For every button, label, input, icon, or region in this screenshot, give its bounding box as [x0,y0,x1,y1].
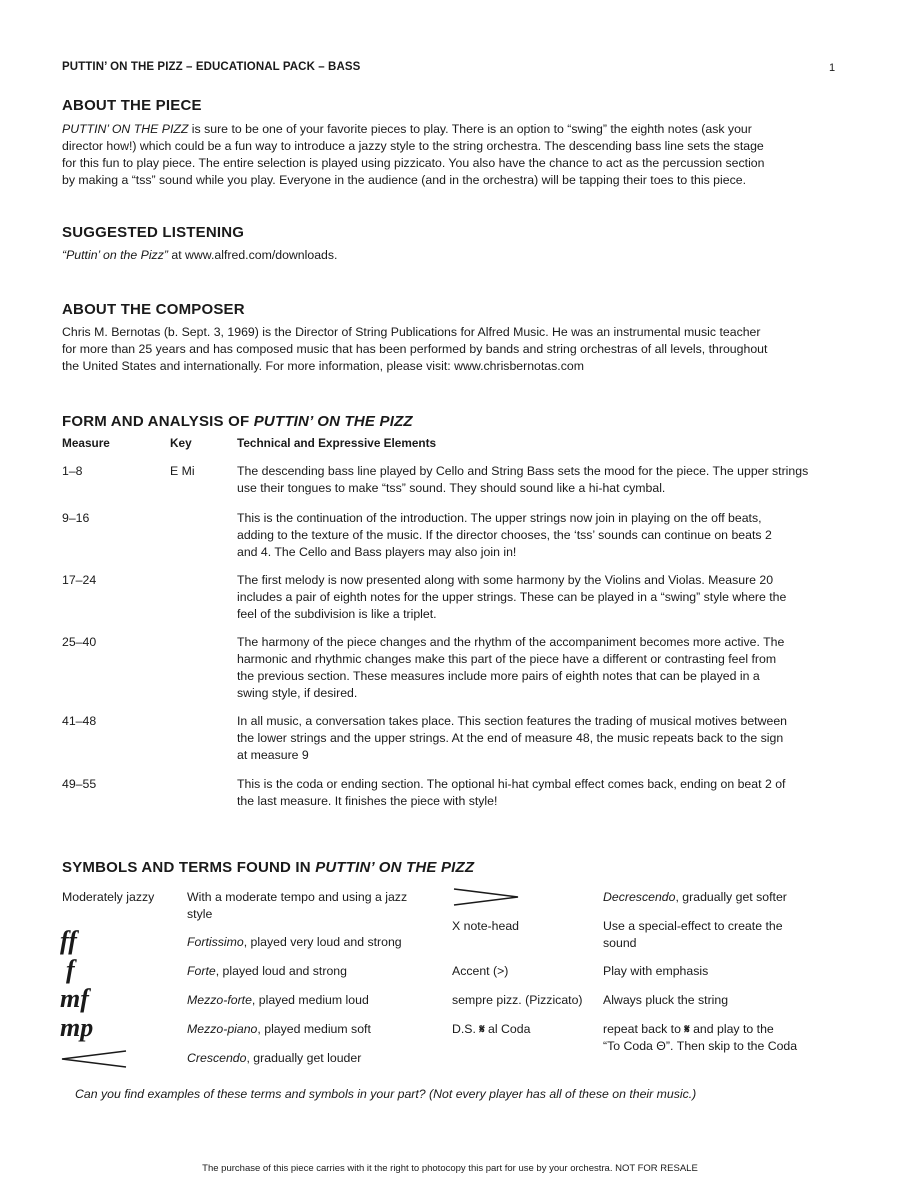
def-moderately-jazzy [187,889,437,923]
ds-def-line2: “To Coda Θ”. Then skip to the Coda [603,1039,798,1053]
mezzo-piano-symbol: mp [60,1013,94,1042]
about-piece-line2: director how!) which could be a fun way to introduce a jazzy style to the string orchestra. The descending bass line sets the stage [62,139,764,153]
elements-cell [237,510,847,561]
def-accent: Play with emphasis [603,964,709,978]
elements-line: In all music, a conversation takes place. This section features the trading of musical motives between [237,714,787,728]
elements-line: feel of the subdivision is like a triplet. [237,607,437,621]
def-text: , played medium soft [257,1022,371,1036]
def-line: Use a special-effect to create the [603,919,783,933]
term-x-note-head: X note-head [452,919,520,933]
closing-question: Can you find examples of these terms and symbols in your part? (Not every player has all of these on their music.) [75,1087,697,1101]
term-sempre-pizz: sempre pizz. (Pizzicato) [452,993,583,1007]
col-key: Key [170,436,192,450]
elements-line: The first melody is now presented along with some harmony by the Violins and Violas. Measure 20 [237,573,774,587]
measure-cell: 17–24 [62,573,97,587]
listening-url-text: at www.alfred.com/downloads. [167,248,338,262]
measure-cell: 1–8 [62,464,83,478]
def-crescendo [187,1050,361,1067]
def-line: With a moderate tempo and using a jazz [187,890,408,904]
def-forte [187,963,347,980]
elements-cell [237,713,847,764]
col-measure: Measure [62,436,110,450]
def-ds-al-coda [603,1021,843,1055]
listening-title: “Puttin’ on the Pizz” [62,248,168,262]
composer-heading: ABOUT THE COMPOSER [62,301,245,318]
def-mezzo-forte [187,992,369,1009]
segno-icon: 𝄋 [684,1022,690,1036]
measure-cell: 9–16 [62,511,90,525]
composer-line2: for more than 25 years and has composed music that has been performed by bands and string orchestras of all levels, throughout [62,342,768,356]
elements-line: and 4. The Cello and Bass players may also join in! [237,545,517,559]
ds-def-text2: and play to the [689,1022,774,1036]
elements-line: swing style, if desired. [237,686,358,700]
composer-line3: the United States and internationally. For more information, please visit: www.chrisbernotas.com [62,359,584,373]
crescendo-hairpin-icon [60,1049,128,1069]
def-text: , played very loud and strong [243,935,402,949]
elements-line: This is the coda or ending section. The optional hi-hat cymbal effect comes back, ending on beat 2 of [237,777,786,791]
def-mezzo-piano [187,1021,371,1038]
measure-cell: 41–48 [62,714,97,728]
symbols-heading [62,859,474,876]
elements-cell [237,776,847,810]
def-decrescendo [603,889,787,906]
measure-cell: 49–55 [62,777,97,791]
ds-text: D.S. [452,1022,480,1036]
def-text: , gradually get louder [246,1051,362,1065]
elements-line: at measure 9 [237,748,309,762]
def-term: Mezzo-piano [187,1022,258,1036]
def-line2: sound [603,936,637,950]
symbols-heading-title: PUTTIN’ ON THE PIZZ [315,859,475,876]
listening-heading: SUGGESTED LISTENING [62,224,245,241]
composer-line1: Chris M. Bernotas (b. Sept. 3, 1969) is the Director of String Publications for Alfred Music. He was an instrumental music teacher [62,325,761,339]
elements-cell [237,634,847,702]
def-text: , gradually get softer [675,890,787,904]
fortissimo-symbol: ff [60,926,77,955]
elements-cell [237,572,847,623]
ds-def-text: repeat back to [603,1022,685,1036]
form-heading [62,413,413,430]
def-term: Forte [187,964,216,978]
about-piece-line1: is sure to be one of your favorite pieces to play. There is an option to “swing” the eighth notes (ask your [188,122,752,136]
about-piece-line [62,121,852,138]
elements-line: the last measure. It finishes the piece with style! [237,794,498,808]
segno-icon: 𝄋 [479,1022,485,1036]
about-piece-line3: for this fun to play piece. The entire selection is played using pizzicato. You also have the chance to act as the percussion section [62,156,765,170]
forte-symbol: f [66,955,75,984]
elements-line: the lower strings and the upper strings. At the end of measure 48, the music repeats back to the sign [237,731,784,745]
term-moderately-jazzy: Moderately jazzy [62,890,155,904]
def-term: Mezzo-forte [187,993,252,1007]
mezzo-forte-symbol: mf [60,984,89,1013]
def-fortissimo [187,934,402,951]
def-x-note-head [603,918,833,952]
composer-text [62,324,852,375]
term-ds-al-coda [452,1021,530,1038]
decrescendo-hairpin-icon [452,887,520,907]
col-elements: Technical and Expressive Elements [237,436,437,450]
elements-cell [237,463,847,497]
form-heading-prefix: FORM AND ANALYSIS OF [62,413,254,430]
piece-title: PUTTIN’ ON THE PIZZ [62,122,189,136]
elements-line: use their tongues to make “tss” sound. They should sound like a hi-hat cymbal. [237,481,666,495]
about-piece-text [62,121,852,189]
symbols-heading-prefix: SYMBOLS AND TERMS FOUND IN [62,859,316,876]
def-term: Fortissimo [187,935,244,949]
elements-line: the previous section. These measures include more pairs of eighth notes that can be played in a [237,669,760,683]
measure-cell: 25–40 [62,635,97,649]
elements-line: adding to the texture of the music. If the director chooses, the ‘tss’ sounds can continue on beats 2 [237,528,772,542]
running-title: PUTTIN’ ON THE PIZZ – EDUCATIONAL PACK – BASS [62,61,361,73]
form-heading-title: PUTTIN’ ON THE PIZZ [253,413,413,430]
about-piece-line4: by making a “tss” sound while you play. Everyone in the audience (and in the orchestra) will be tapping their toes to this piece. [62,173,746,187]
footer-notice: The purchase of this piece carries with it the right to photocopy this part for use by your orchestra. NOT FOR RESALE [202,1163,698,1174]
about-piece-heading: ABOUT THE PIECE [62,97,202,114]
elements-line: This is the continuation of the introduction. The upper strings now join in playing on the off beats, [237,511,762,525]
def-text: , played loud and strong [215,964,347,978]
page-number: 1 [829,62,836,74]
def-term: Crescendo [187,1051,247,1065]
key-cell: E Mi [170,464,195,478]
def-term: Decrescendo [603,890,676,904]
elements-line: includes a pair of eighth notes for the upper strings. These can be played in a “swing” style where the [237,590,787,604]
def-line2: style [187,907,213,921]
term-accent: Accent (>) [452,964,509,978]
listening-text [62,247,337,264]
elements-line: harmonic and rhythmic changes make this part of the piece have a different or contrasting feel from [237,652,777,666]
elements-line: The descending bass line played by Cello and String Bass sets the mood for the piece. The upper strings [237,464,809,478]
elements-line: The harmony of the piece changes and the rhythm of the accompaniment becomes more active. The [237,635,785,649]
def-sempre-pizz: Always pluck the string [603,993,729,1007]
al-coda-text: al Coda [484,1022,531,1036]
def-text: , played medium loud [251,993,369,1007]
